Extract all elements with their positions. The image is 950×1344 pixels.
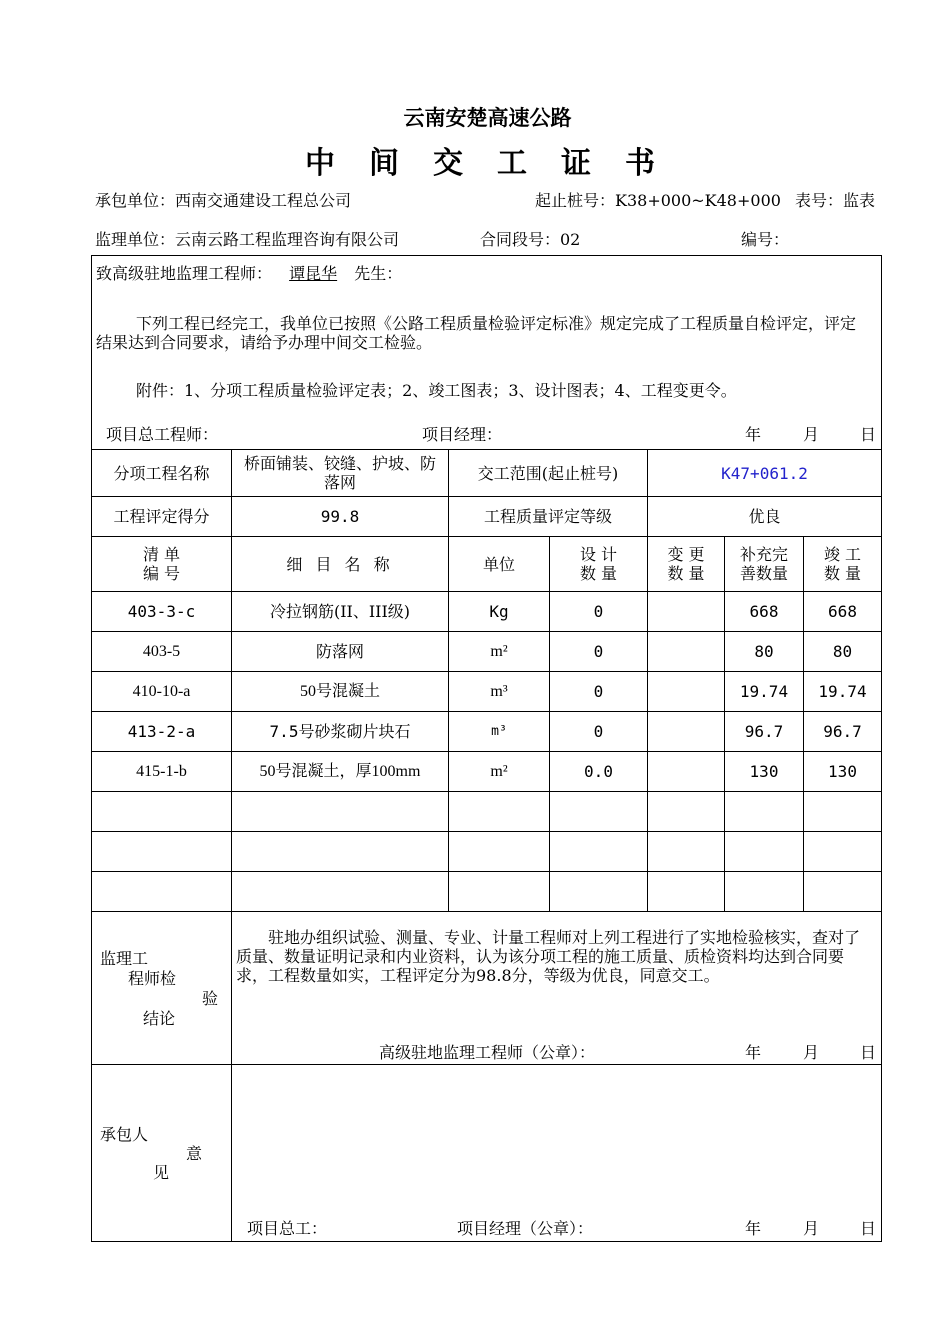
table-row xyxy=(92,752,882,792)
row-change xyxy=(648,632,725,672)
letter-to-suffix: 先生： xyxy=(354,264,403,283)
row-code: 403-5 xyxy=(92,632,232,672)
row-name: 50号混凝土 xyxy=(232,672,449,712)
col-header-completed: 竣 工 数 量 xyxy=(804,537,882,592)
row-unit: m² xyxy=(449,752,550,792)
row-code: 413-2-a xyxy=(92,712,232,752)
supervision-text: 驻地办组织试验、测量、专业、计量工程师对上列工程进行了实地检验核实，查对了质量、数量证明记录和内业资料，认为该分项工程的施工质量、质检资料均达到合同要求，工程数量如实，工程评定分为98.8分，等级为优良，同意交工。 xyxy=(236,928,861,985)
table-row xyxy=(92,592,882,632)
empty-row xyxy=(92,792,882,832)
row-design: 0 xyxy=(550,712,648,752)
row-unit: m³ xyxy=(449,712,550,752)
date-day: 日 xyxy=(860,425,877,444)
empty-row xyxy=(92,832,882,872)
contractor-month: 月 xyxy=(803,1219,820,1238)
table-row xyxy=(92,712,882,752)
supervision-label-1: 监理工 xyxy=(100,949,149,968)
supervision-signature: 高级驻地监理工程师（公章）： xyxy=(379,1043,596,1062)
station-range: 起止桩号：K38+000~K48+000 xyxy=(535,191,781,210)
col-header-unit: 单位 xyxy=(449,537,550,592)
score-value: 99.8 xyxy=(232,497,449,537)
supervision-day: 日 xyxy=(860,1043,877,1062)
contractor-opinion-cell xyxy=(232,1065,882,1242)
document-title: 云南安楚高速公路 xyxy=(403,105,572,130)
supervision-label-3: 验 xyxy=(202,989,219,1008)
row-supplement: 19.74 xyxy=(725,672,804,712)
item-name-label: 分项工程名称 xyxy=(92,450,232,497)
item-name-value: 桥面铺装、铰缝、护坡、防落网 xyxy=(232,450,449,497)
title-char: 证 xyxy=(561,146,591,181)
row-code: 403-3-c xyxy=(92,592,232,632)
date-month: 月 xyxy=(803,425,820,444)
scope-label: 交工范围(起止桩号) xyxy=(449,450,648,497)
row-completed: 96.7 xyxy=(804,712,882,752)
row-name: 防落网 xyxy=(232,632,449,672)
date-year: 年 xyxy=(745,425,762,444)
row-name: 50号混凝土，厚100mm xyxy=(232,752,449,792)
row-completed: 19.74 xyxy=(804,672,882,712)
supervisor-unit: 监理单位：云南云路工程监理咨询有限公司 xyxy=(95,230,400,249)
supervision-label-cell xyxy=(92,912,232,1065)
contractor-label-2: 意 xyxy=(186,1144,203,1163)
letter-section xyxy=(92,256,882,444)
row-design: 0 xyxy=(550,632,648,672)
grade-label: 工程质量评定等级 xyxy=(449,497,648,537)
supervision-label-4: 结论 xyxy=(143,1009,176,1028)
resident-engineer-name: 谭昆华 xyxy=(289,264,338,283)
row-design: 0 xyxy=(550,672,648,712)
row-supplement: 96.7 xyxy=(725,712,804,752)
contract-section: 合同段号：02 xyxy=(480,230,581,249)
col-header-change: 变 更 数 量 xyxy=(648,537,725,592)
contractor-manager-label: 项目经理（公章）： xyxy=(457,1219,594,1238)
certificate-table xyxy=(91,255,882,1242)
letter-to-prefix: 致高级驻地监理工程师： xyxy=(96,264,273,283)
row-name: 冷拉钢筋(II、III级) xyxy=(232,592,449,632)
table-row xyxy=(92,672,882,712)
supervision-label-2: 程师检 xyxy=(128,969,177,988)
title-char: 书 xyxy=(625,146,655,181)
letter-attachments: 附件：1、分项工程质量检验评定表；2、竣工图表；3、设计图表；4、工程变更令。 xyxy=(136,381,737,400)
col-header-code: 清 单 编 号 xyxy=(92,537,232,592)
row-change xyxy=(648,752,725,792)
title-char: 间 xyxy=(369,146,399,181)
project-manager-label: 项目经理： xyxy=(422,425,503,444)
row-unit: m³ xyxy=(449,672,550,712)
scope-value: K47+061.2 xyxy=(648,450,882,497)
contractor-label-cell xyxy=(92,1065,232,1242)
chief-engineer-label: 项目总工程师： xyxy=(106,425,219,444)
supervision-year: 年 xyxy=(745,1043,762,1062)
row-code: 415-1-b xyxy=(92,752,232,792)
row-supplement: 130 xyxy=(725,752,804,792)
contractor-day: 日 xyxy=(860,1219,877,1238)
row-change xyxy=(648,672,725,712)
row-supplement: 668 xyxy=(725,592,804,632)
col-header-design: 设 计 数 量 xyxy=(550,537,648,592)
row-design: 0.0 xyxy=(550,752,648,792)
supervision-conclusion-cell xyxy=(232,912,882,1065)
contractor-label-1: 承包人 xyxy=(100,1125,149,1144)
contractor-unit: 承包单位：西南交通建设工程总公司 xyxy=(95,191,352,210)
certificate-title xyxy=(305,138,655,182)
row-change xyxy=(648,712,725,752)
row-name: 7.5号砂浆砌片块石 xyxy=(232,712,449,752)
row-unit: Kg xyxy=(449,592,550,632)
supervision-month: 月 xyxy=(803,1043,820,1062)
title-char: 中 xyxy=(305,146,335,181)
row-supplement: 80 xyxy=(725,632,804,672)
contractor-chief-label: 项目总工： xyxy=(247,1219,328,1238)
title-char: 交 xyxy=(433,146,463,181)
form-number: 表号：监表 xyxy=(795,191,876,210)
score-label: 工程评定得分 xyxy=(92,497,232,537)
grade-value: 优良 xyxy=(648,497,882,537)
col-header-supplement: 补充完 善数量 xyxy=(725,537,804,592)
row-completed: 668 xyxy=(804,592,882,632)
contractor-year: 年 xyxy=(745,1219,762,1238)
col-header-name: 细 目 名 称 xyxy=(232,537,449,592)
row-code: 410-10-a xyxy=(92,672,232,712)
serial-number: 编号： xyxy=(741,230,790,249)
row-change xyxy=(648,592,725,632)
table-row xyxy=(92,632,882,672)
empty-row xyxy=(92,872,882,912)
row-design: 0 xyxy=(550,592,648,632)
letter-body: 下列工程已经完工，我单位已按照《公路工程质量检验评定标准》规定完成了工程质量自检评定，评定结果达到合同要求，请给予办理中间交工检验。 xyxy=(96,314,857,352)
row-completed: 130 xyxy=(804,752,882,792)
row-completed: 80 xyxy=(804,632,882,672)
contractor-label-3: 见 xyxy=(153,1163,170,1182)
row-unit: m² xyxy=(449,632,550,672)
title-char: 工 xyxy=(497,146,527,181)
